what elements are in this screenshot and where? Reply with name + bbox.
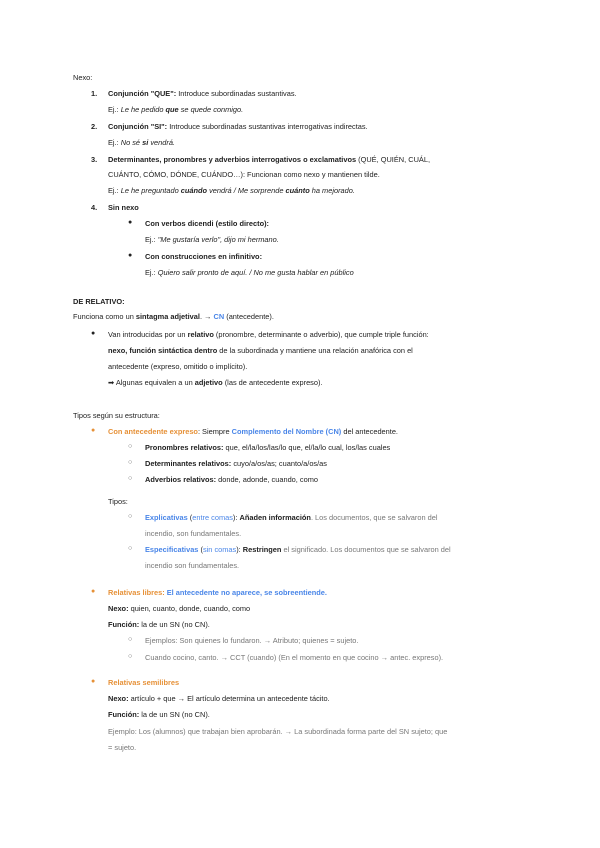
intro-text: . → <box>199 312 214 321</box>
example-text: Quiero salir pronto de aquí. / No me gusta hablar en público <box>157 268 354 277</box>
label: Función: <box>108 710 140 719</box>
para-text: (las de antecedente expreso). <box>222 378 323 387</box>
nexo-heading: Nexo: <box>73 73 93 82</box>
list-item <box>145 443 390 453</box>
example-line: Ejemplos: Son quienes lo fundaron. → Atributo; quienes = sujeto. <box>145 636 359 645</box>
list-number: 4. <box>91 203 98 212</box>
example <box>145 268 354 278</box>
example <box>145 235 279 245</box>
sub-title: Con verbos dicendi (estilo directo): <box>145 219 270 228</box>
tipos-label: Tipos: <box>108 497 128 506</box>
item-continuation: CUÁNTO, CÓMO, DÓNDE, CUÁNDO…): Funcionan como nexo y mantienen tilde. <box>108 170 380 179</box>
section-subtitle: El antecedente no aparece, se sobreentiende. <box>166 588 327 597</box>
paragraph-line <box>108 378 323 388</box>
example <box>108 138 175 148</box>
example-nexo: que <box>165 105 179 114</box>
example-text: vendrá / Me sorprende <box>207 186 286 195</box>
item-title: Conjunción "QUE": <box>108 89 177 98</box>
item-text: Introduce subordinadas sustantivas. <box>176 89 297 98</box>
section-title-text: Relativas libres: <box>108 588 167 597</box>
intro-strong: sintagma adjetival <box>135 312 200 321</box>
example <box>108 105 243 115</box>
paren: ( <box>198 545 203 554</box>
circle-bullet-icon: ○ <box>128 475 133 482</box>
para-strong: adjetivo <box>194 378 223 387</box>
explicativas-title: Explicativas <box>145 513 188 522</box>
section-title <box>108 427 398 437</box>
section-cn: Complemento del Nombre (CN) <box>231 427 342 436</box>
example-nexo: cuándo <box>180 186 208 195</box>
circle-bullet-icon: ○ <box>128 636 133 643</box>
especificativas-example: el significado. Los documentos que se salvaron del <box>281 545 451 554</box>
list-item <box>108 122 368 132</box>
bullet-icon: ● <box>91 427 96 434</box>
funcion-line <box>108 710 210 720</box>
section-title: Relativas semilibres <box>108 678 180 687</box>
item-title: Conjunción "SI": <box>108 122 168 131</box>
list-number: 1. <box>91 89 98 98</box>
item-text: donde, adonde, cuando, como <box>216 475 318 484</box>
item-title: Determinantes relativos: <box>145 459 232 468</box>
list-item <box>145 459 327 469</box>
item-title: Pronombres relativos: <box>145 443 224 452</box>
bullet-icon: ● <box>128 252 133 259</box>
example-prefix: Ej.: <box>108 138 121 147</box>
paren: ): <box>236 545 243 554</box>
nexo-line <box>108 694 330 704</box>
value: quien, cuanto, donde, cuando, como <box>128 604 251 613</box>
example-text: "Me gustaría verlo", dijo mi hermano. <box>157 235 279 244</box>
circle-bullet-icon: ○ <box>128 459 133 466</box>
especificativas-title: Especificativas <box>145 545 199 554</box>
example-line: Cuando cocino, canto. → CCT (cuando) (En el momento en que cocino → antec. expreso). <box>145 653 444 662</box>
circle-bullet-icon: ○ <box>128 545 133 552</box>
explicativas-note: entre comas <box>192 513 233 522</box>
especificativas-note: sin comas <box>202 545 237 554</box>
circle-bullet-icon: ○ <box>128 653 133 660</box>
section-title-text: Con antecedente expreso <box>108 427 198 436</box>
example-text: se quede conmigo. <box>178 105 244 114</box>
list-item <box>108 155 430 165</box>
bullet-icon: ● <box>128 219 133 226</box>
explicativas-example-cont: incendio, son fundamentales. <box>145 529 242 538</box>
circle-bullet-icon: ○ <box>128 513 133 520</box>
example-nexo: si <box>142 138 149 147</box>
example-prefix: Ej.: <box>108 105 121 114</box>
para-text: (pronombre, determinante o adverbio), que cumple triple función: <box>213 330 429 339</box>
example-prefix: Ej.: <box>145 235 158 244</box>
example-text: vendrá. <box>148 138 175 147</box>
para-text: ➡ Algunas equivalen a un <box>108 378 195 387</box>
example-prefix: Ej.: <box>108 186 121 195</box>
paragraph-line <box>108 330 429 340</box>
example-nexo: cuánto <box>285 186 310 195</box>
example-text: No sé <box>120 138 143 147</box>
relativo-intro <box>73 312 274 322</box>
example-line: = sujeto. <box>108 743 137 752</box>
label: Función: <box>108 620 140 629</box>
paren: ( <box>187 513 193 522</box>
section-title <box>108 588 327 598</box>
funcion-line <box>108 620 210 630</box>
example-line: Ejemplo: Los (alumnos) que trabajan bien aprobarán. → La subordinada forma parte del SN sujeto; que <box>108 727 448 736</box>
list-number: 3. <box>91 155 98 164</box>
value: artículo + que → El artículo determina un antecedente tácito. <box>128 694 330 703</box>
value: la de un SN (no CN). <box>139 620 210 629</box>
intro-text: Funciona como un <box>73 312 136 321</box>
label: Nexo: <box>108 604 129 613</box>
example-prefix: Ej.: <box>145 268 158 277</box>
especificativas-line <box>145 545 451 555</box>
paragraph-line: antecedente (expreso, omitido o implícito). <box>108 362 248 371</box>
para-text: de la subordinada y mantiene una relación anafórica con el <box>217 346 413 355</box>
para-strong: nexo <box>108 346 126 355</box>
intro-cn: CN <box>213 312 225 321</box>
sub-title: Con construcciones en infinitivo: <box>145 252 263 261</box>
list-number: 2. <box>91 122 98 131</box>
para-strong: relativo <box>187 330 214 339</box>
example <box>108 186 355 196</box>
item-title: Adverbios relativos: <box>145 475 217 484</box>
example-text: Le he preguntado <box>120 186 181 195</box>
item-text: que, el/la/los/las/lo que, el/la/lo cual, los/las cuales <box>223 443 391 452</box>
bullet-icon: ● <box>91 330 96 337</box>
explicativas-strong: Añaden información <box>239 513 311 522</box>
item-text: (QUÉ, QUIÉN, CUÁL, <box>356 155 430 164</box>
item-text: Introduce subordinadas sustantivas interrogativas indirectas. <box>167 122 368 131</box>
section-text: : Siempre <box>197 427 232 436</box>
example-text: Le he pedido <box>120 105 166 114</box>
bullet-icon: ● <box>91 588 96 595</box>
circle-bullet-icon: ○ <box>128 443 133 450</box>
nexo-line <box>108 604 250 614</box>
paragraph-line <box>108 346 413 356</box>
relativo-heading: DE RELATIVO: <box>73 297 125 306</box>
value: la de un SN (no CN). <box>139 710 210 719</box>
intro-text: (antecedente). <box>224 312 274 321</box>
tipos-heading: Tipos según su estructura: <box>73 411 160 420</box>
list-item <box>108 89 297 99</box>
example-text: ha mejorado. <box>309 186 355 195</box>
label: Nexo: <box>108 694 129 703</box>
explicativas-line <box>145 513 438 523</box>
section-text: del antecedente. <box>341 427 398 436</box>
para-strong: función sintáctica dentro <box>129 346 218 355</box>
especificativas-example-cont: incendio son fundamentales. <box>145 561 240 570</box>
paren: ): <box>232 513 240 522</box>
item-text: cuyo/a/os/as; cuanto/a/os/as <box>231 459 327 468</box>
explicativas-example: . Los documentos, que se salvaron del <box>310 513 438 522</box>
list-item <box>145 475 318 485</box>
item-title: Sin nexo <box>108 203 139 212</box>
especificativas-strong: Restringen <box>242 545 282 554</box>
para-text: Van introducidas por un <box>108 330 188 339</box>
item-title: Determinantes, pronombres y adverbios interrogativos o exclamativos <box>108 155 357 164</box>
bullet-icon: ● <box>91 678 96 685</box>
para-text: , <box>125 346 130 355</box>
